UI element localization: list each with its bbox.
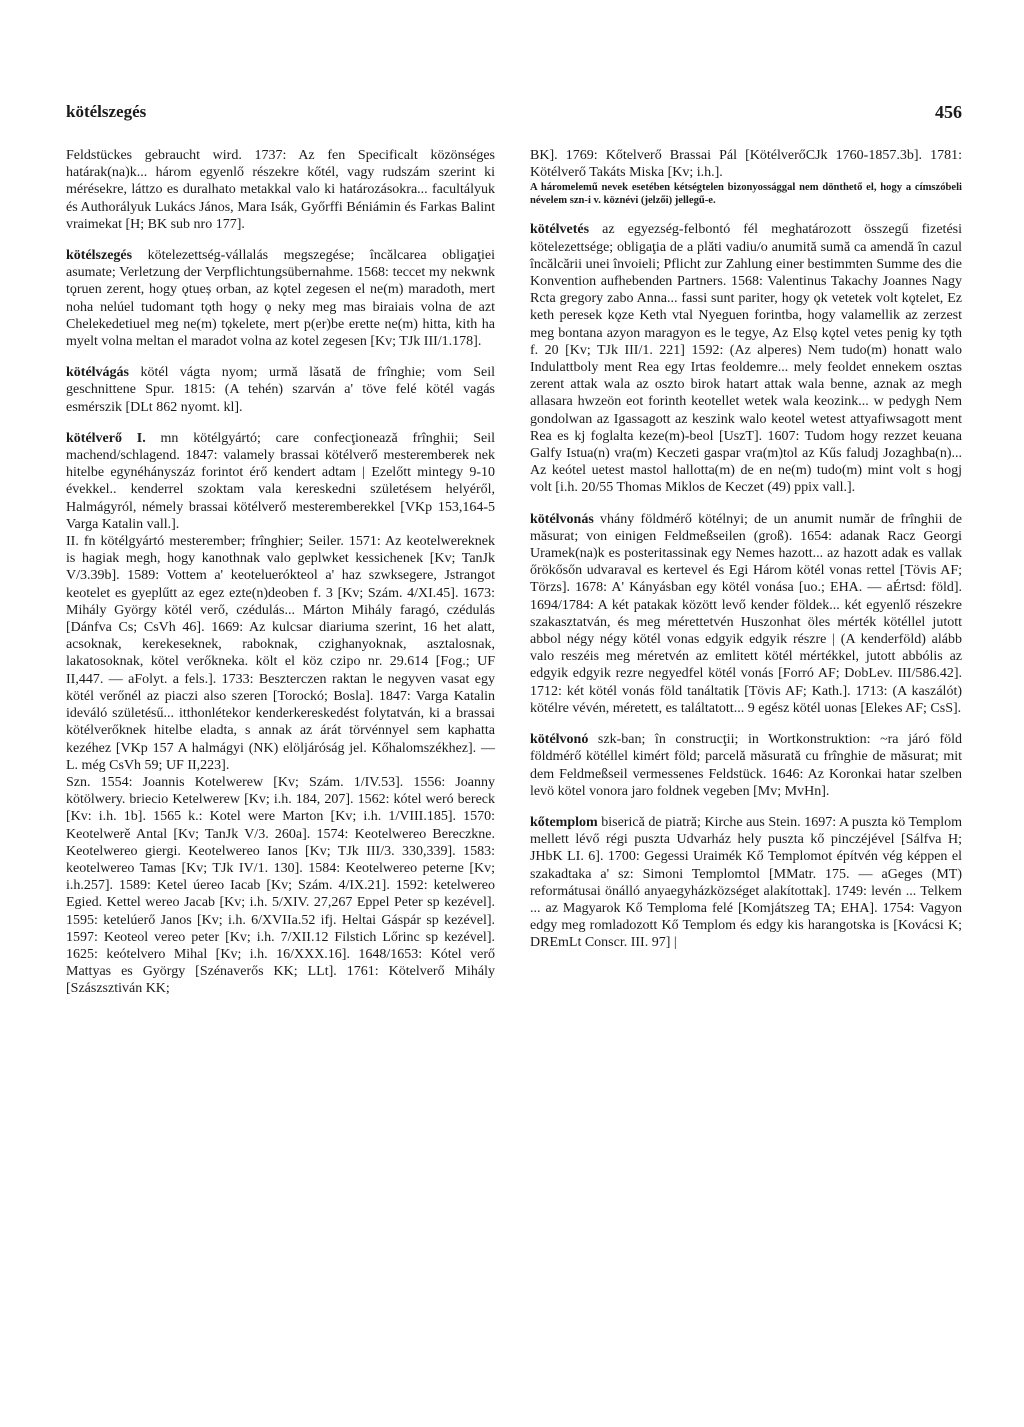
entry-body: az egyezség-felbontó fél meghatározott összegű fizetési kötelezettsége; obligaţia de a plăti vadiu/o anumită sumă ca amendă în cazul încălcării unei învoieli; Pflicht zur Zahlung einer bestimmten Summe des die Konvention aufhebenden Partners. 1568: Valentinus Takachy Joannes Nagy Rcta gregory zabo Anna... fassi sunt pariter, hogy ǫk vetetek volt kǫtelet, Ez keth peresek kǫze Keth vtal Nyeguen forintba, hogy valamellik az zerzest meg bontana azyon maragyon es le tegye, Az Elsǫ kǫtel vetes penig ky tǫth f. 20 [Kv; TJk III/1. 221] 1592: (Az alperes) Nem tudo(m) honatt walo Indulattboly ment Rea egy Irtas feoldemre... mely feoldet ennekem osztas zerent attak wala az oszto birok hatart attak wala benne, aznak az megh allasara hwzeön eot forinth keotellet wetek wala keozink... w pedygh Nem gondolwan az Igassagott az keszink walo keotel wetest attyafiwsagott ment Rea es kj foglalta keze(m)-beol [UszT]. 1607: Tudom hogy rezzet keuana Galfy Istua(n) vra(m) Keczeti gaspar vra(m)tol az Kűs faludj Jozaghba(n)... Az keótel uetest mastol hallotta(m) de en ne(m) tudo(m) mint volt s hogj volt [i.h. 20/55 Thomas Miklos de Keczet (49) ppix vall.]. [530,222,962,496]
page-header [66,102,962,132]
entry-body: kötelezettség-vállalás megszegése; încălcarea obligaţiei asumate; Verletzung der Verpflichtungsübernahme. 1568: teccet my nekwnk tǫruen zerent, hogy ǫtueș orban, az kǫtel zegesen el ne(m) maradoth, mert noha nelúel tudomant tǫth hogy ǫ neky meg mas biraiais volna de azt Chelekedetiuel meg ne(m) tǫkelete, mert p(er)be erette ne(m) hitta, kith ha myelt volna meltan el maradot volna az kotel zegesen [Kv; TJk III/1.178]. [66,248,495,350]
paragraph-continuation: BK]. 1769: Kőtelverő Brassai Pál [KötélverőCJk 1760-1857.3b]. 1781: Kötélverő Takáts Miska [Kv; i.h.]. [530,148,962,181]
entry-headword: kötélvonó [530,732,589,748]
page-number: 456 [935,102,962,122]
entry-body: kötél vágta nyom; urmă lăsată de frînghie; vom Seil geschnittene Spur. 1815: (A tehén) szarván a' töve felé kötél vagás esmérszik [DLt 862 nyomt. kl]. [66,365,495,415]
entry-headword: kötélvágás [66,365,129,381]
entry-kotemplom [530,814,962,952]
entry-headword: kötélverő I. [66,430,146,446]
entry-headword: kötélszegés [66,248,133,264]
entry-headword: kőtemplom [530,814,598,830]
entry-body: biserică de piatră; Kirche aus Stein. 1697: A puszta kö Templom mellett lévő régi puszta Udvarház hely puszta kő pinczéjével [Sálfva H; JHbK LI. 6]. 1700: Gegessi Uraimék Kő Templomot építvén vég képpen el szakadtaka a' sz: Simoni Templomtol [MMatr. 175. — aGeges (MT) reformátusai önálló anyaegyházközséget alakítottak]. 1749: levén ... Telkem ... az Magyarok Kő Temploma felé [Komjátszeg TA; EHA]. 1754: Vagyon edgy meg romladozott Kő Templom és edgy kis harangotska is [Kovácsi K; DREmLt Conscr. III. 97] | [530,814,962,951]
entry-body: vhány földmérő kötélnyi; de un anumit număr de frînghii de măsurat; von einigen Feldmeßseilen (groß). 1654: adanak Racz Georgi Uramek(na)k es posteritassinak egy Nemes hazott... az hazott adak es vallak őrökősőn udvaraval es kertevel és Egi Három kötél vonas rettel [Tövis AF; Törzs]. 1678: A' Kányásban egy kötél vonása [uo.; EHA. — aÉrtsd: föld]. 1694/1784: A két patakak között levő kender földek... két egyenlő részekre szakasztatván, és meg mérettetvén Huszonhat öles mérték kötéllel jutott abbol négy négy kötél vonas edgyik edgyik részre | (A kenderföld) alább valo reszéis meg méretvén az emlitett kötél mértékkel, jutott abbólis az edgyik edgyik rezre negyedfel kötél vonás [Forró AF; DobLev. III/586.42]. 1712: két kötél vonás föld tanáltatik [Tövis AF; Kath.]. 1713: (A kaszálót) kötélre vévén, méretett, es találtatott... 9 egész kötél uonas [Elekes AF; CsS]. [530,511,962,716]
entry-kotelvono [530,731,962,800]
paragraph-continuation: Feldstückes gebraucht wird. 1737: Az fen Specificalt közönséges határak(na)k... három egyenlő részekre kőtél, vagy rudszám szerint ki mérésekre, láttzo es duralhato metakkal valo ki határozásokra... facultályuk és Authorályuk Lukács János, Mara Isák, Győrffi Béniámin és Farkas Balint vraimekat [H; BK sub nro 177]. [66,148,495,232]
right-column [530,147,962,952]
entry-headword: kötélvetés [530,222,590,238]
entry-kotelvetes [530,221,962,496]
entry-body: mn kötélgyártó; care confecţionează frînghii; Seil machend/schlagend. 1847: valamely brassai kötélverő mesteremberek nek hitelbe egynéhányszáz forintot érő kendert adtam | Ezelőtt mintegy 9-10 évekkel.. kenderrel szoktam vala kereskedni születésem helyéről, Halmágyról, némely brassai kötélverő mesteremberekkel [VKp 153,164-5 Varga Katalin vall.]. [66,430,495,532]
running-headword: kötélszegés [66,102,147,121]
entry-kotelvonas [530,511,962,717]
footnote: A háromelemű nevek esetében kétségtelen bizonyossággal nem dönthető el, hogy a címszóbeli névelem szn-i v. köznévi (jelzői) jellegű-e. [530,182,962,207]
entry-kotelszeges [66,247,495,350]
entry-kotelvero-1 [66,430,495,533]
entry-kotelvero-2: II. fn kötélgyártó mesterember; frînghier; Seiler. 1571: Az keotelwereknek is hagiak megh, hogy kanothnak valo geplwket kessichenek [Kv; TanJk V/3.39b]. 1589: Vottem a' keoteluerókteol a' haz szwksegere, Jstrangot keotelet es gyeplűtt az egez ezte(n)deoben f. 3 [Kv; Szám. 4/XI.45]. 1673: Mihály György kötél verő, czédulás... Márton Mihály faragó, czédulás [Dánfva Cs; CsVh 46]. 1669: Az kulcsar diariuma szerint, 16 het alatt, acsoknak, kerekeseknek, raboknak, czighanyoknak, asztalosnak, lakatosoknak, kötel verőkneka. költ el köz czipo nr. 29.614 [Fog.; UF II,447. — aFolyt. a fels.]. 1733: Beszterczen raktan le negyven vasat egy kötél verőnél az piaczi also szeren [Torockó; Bosla]. 1847: Varga Katalin ideváló születésű... itthonlétekor kenderkereskedést folytatván, ki a brassai kötélverőknek hitelbe eladta, s annak az árát törvénnyel sem kaphatta kezéhez [VKp 157 A halmágyi (NK) elöljáróság jel. Kőhalomszékhez]. — L. még CsVh 59; UF II,223]. [66,534,495,773]
left-column [66,147,495,998]
entry-headword: kötélvonás [530,511,594,527]
entry-body: szk-ban; în construcţii; in Wortkonstruktion: ~ra járó föld földmérő kötéllel kimért föld; parcelă măsurată cu frînghie de măsurat; mit dem Feldmeßseil vermessenes Feldstück. 1646: Az Koronkai hatar szelben levö kötel vonora jaro foldnek vegeben [Mv; MvHn]. [530,732,962,799]
entry-kotelvagas [66,364,495,416]
entry-kotelvero-names: Szn. 1554: Joannis Kotelwerew [Kv; Szám. 1/IV.53]. 1556: Joanny kötölwery. briecio Ketelwerew [Kv; i.h. 184, 207]. 1562: kótel weró bereck [Kv: i.h. 1b]. 1565 k.: Kotel were Marton [Kv; i.h. 1/VIII.185]. 1570: Keotelwerě Antal [Kv; TanJk V/3. 260a]. 1574: Keotelwereo Bereczkne. Keotelwereo giergi. Keotelwereo Ianos [Kv; TJk III/3. 330,339]. 1583: keotelwereo Tamas [Kv; TJk IV/1. 130]. 1584: Keotelwereo peterne [Kv; i.h.257]. 1589: Ketel úereo Iacab [Kv; Szám. 4/IX.21]. 1592: ketelwereo Egied. Kettel wereo Jacab [Kv; i.h. 5/XIV. 27,267 Eppel Peter sp kezével]. 1595: ketelúerő Janos [Kv; i.h. 6/XVIIa.52 ifj. Heltai Gáspár sp kezével]. 1597: Keoteol vereo peter [Kv; i.h. 7/XII.12 Filstich Lőrinc sp kezével]. 1625: keótelvero Mihal [Kv; i.h. 16/XXX.16]. 1648/1653: Kótel verő Mattyas es György [Szénaverős KK; LLt]. 1761: Kötelverő Mihály [Szászsztiván KK; [66,774,495,997]
